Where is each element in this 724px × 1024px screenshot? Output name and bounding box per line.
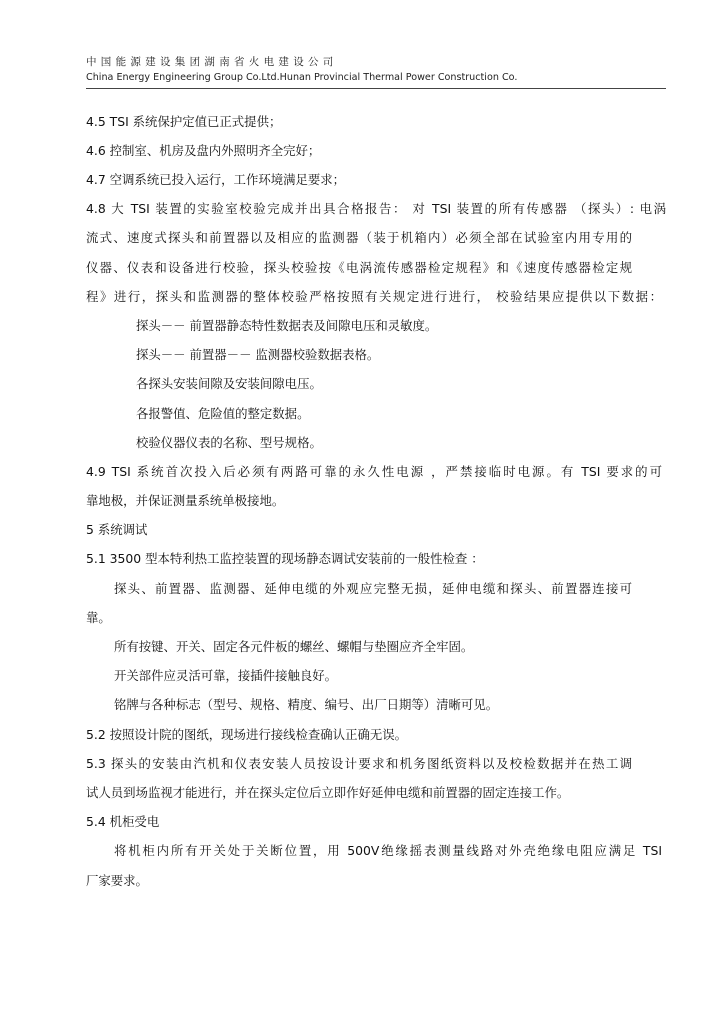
list-item: 各探头安装间隙及安装间隙电压。	[136, 376, 322, 391]
text-line: 5.2 按照设计院的图纸，现场进行接线检查确认正确无误。	[86, 727, 408, 742]
text-line: 靠。	[86, 610, 111, 625]
text-line: 4.7 空调系统已投入运行，工作环境满足要求；	[86, 172, 346, 187]
text-line: 将机柜内所有开关处于关断位置，用 500V绝缘摇表测量线路对外壳绝缘电阻应满足 TSI	[114, 843, 662, 858]
text-line: 仪器、仪表和设备进行校验，探头校验按《电涡流传感器检定规程》和《速度传感器检定规	[86, 260, 632, 275]
text-line: 靠地极，并保证测量系统单极接地。	[86, 493, 285, 508]
section-heading: 5 系统调试	[86, 522, 148, 537]
text-line: 4.6 控制室、机房及盘内外照明齐全完好；	[86, 143, 321, 158]
text-line: 4.5 TSI 系统保护定值已正式提供；	[86, 114, 282, 129]
text-line: 5.1 3500 型本特利热工监控装置的现场静态调试安装前的一般性检查 ：	[86, 551, 484, 566]
list-item: 探头－－ 前置器－－ 监测器校验数据表格。	[136, 347, 380, 362]
text-line: 程》进行，探头和监测器的整体校验严格按照有关规定进行进行， 校验结果应提供以下数据：	[86, 289, 662, 304]
company-name-en: China Energy Engineering Group Co.Ltd.Hunan Provincial Thermal Power Construction Co.	[86, 72, 518, 83]
list-item: 探头－－ 前置器静态特性数据表及间隙电压和灵敏度。	[136, 318, 438, 333]
header-divider	[86, 88, 666, 89]
list-item: 各报警值、危险值的整定数据。	[136, 406, 310, 421]
text-line: 4.8 大 TSI 装置的实验室校验完成并出具合格报告： 对 TSI 装置的所有传感器 （探头）: 电涡	[86, 201, 666, 216]
text-line: 探头、前置器、监测器、延伸电缆的外观应完整无损，延伸电缆和探头、前置器连接可	[114, 581, 632, 596]
text-line: 4.9 TSI 系统首次投入后必须有两路可靠的永久性电源 ，严禁接临时电源。有 TSI 要求的可	[86, 464, 662, 479]
list-item: 校验仪器仪表的名称、型号规格。	[136, 435, 322, 450]
text-line: 厂家要求。	[86, 873, 148, 888]
text-line: 铭牌与各种标志（型号、规格、精度、编号、出厂日期等）清晰可见。	[114, 697, 499, 712]
text-line: 5.3 探头的安装由汽机和仪表安装人员按设计要求和机务图纸资料以及校检数据并在热工调	[86, 756, 632, 771]
text-line: 试人员到场监视才能进行，并在探头定位后立即作好延伸电缆和前置器的固定连接工作。	[86, 785, 570, 800]
text-line: 所有按键、开关、固定各元件板的螺丝、螺帽与垫圈应齐全牢固。	[114, 639, 474, 654]
text-line: 流式、速度式探头和前置器以及相应的监测器（装于机箱内）必须全部在试验室内用专用的	[86, 230, 632, 245]
page-header	[86, 54, 517, 83]
text-line: 开关部件应灵活可靠，接插件接触良好。	[114, 668, 338, 683]
company-name-cn: 中国能源建设集团湖南省火电建设公司	[86, 56, 338, 68]
section-heading: 5.4 机柜受电	[86, 814, 160, 829]
